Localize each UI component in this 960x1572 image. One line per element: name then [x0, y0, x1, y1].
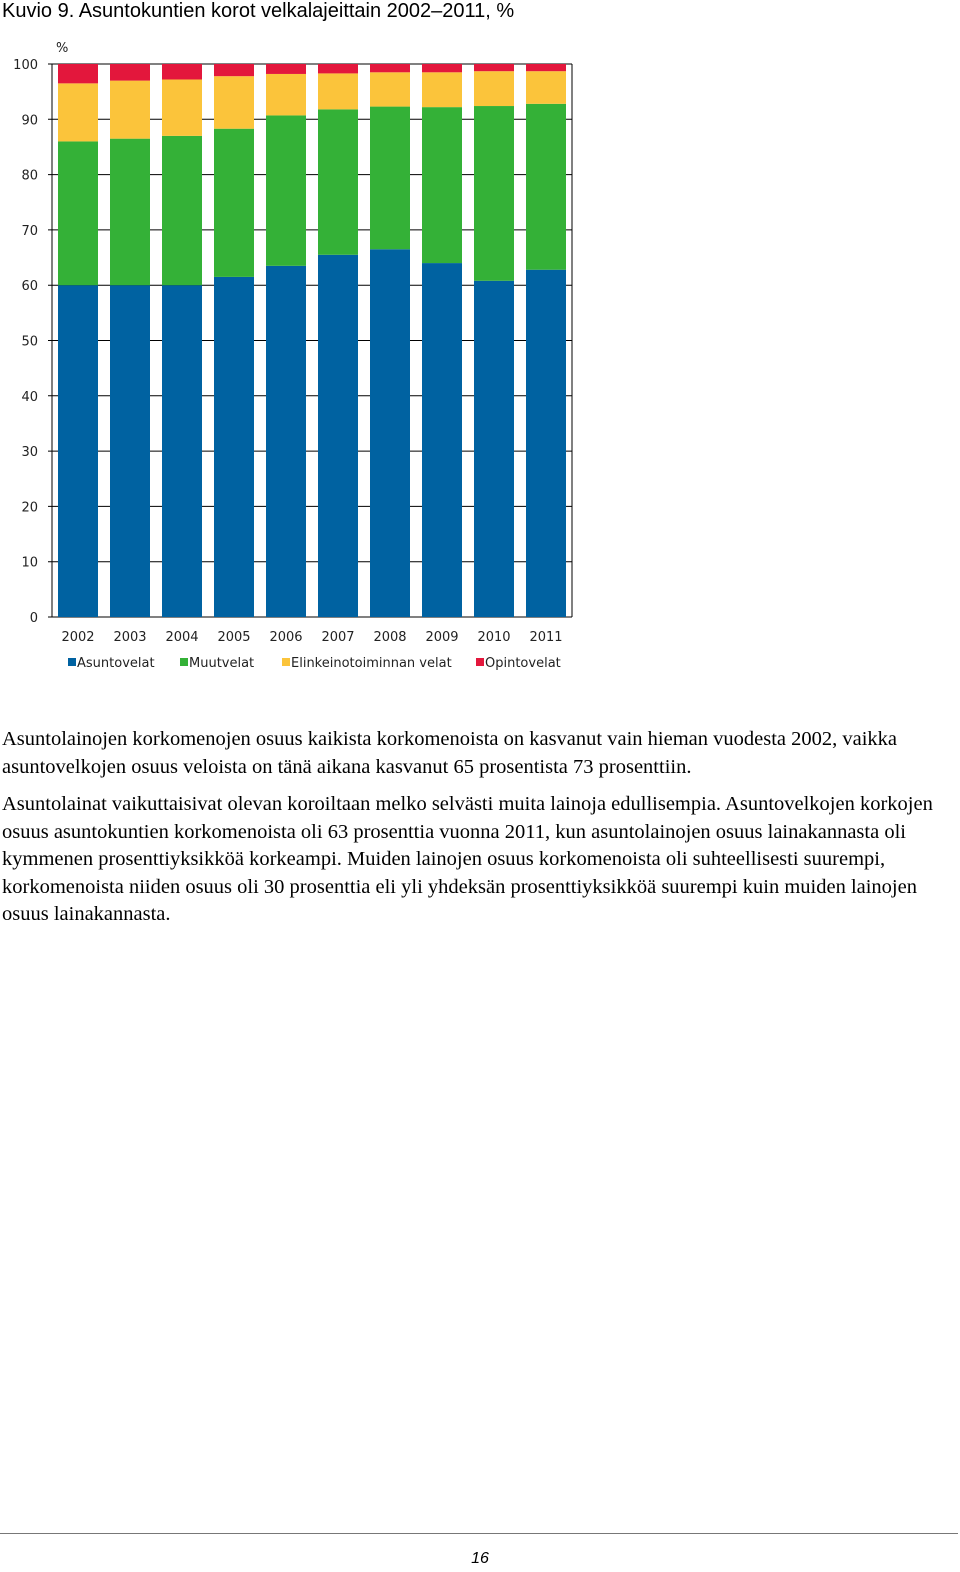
bar-elinkeinotoiminnan-velat-2010 [474, 71, 514, 106]
y-tick-label: 0 [29, 611, 38, 626]
bar-asuntovelat-2007 [318, 255, 358, 617]
y-axis-label: % [56, 41, 69, 56]
legend-swatch-opintovelat [476, 658, 484, 666]
bar-asuntovelat-2010 [474, 281, 514, 617]
body-paragraph-2: Asuntolainat vaikuttaisivat olevan koroiltaan melko selvästi muita lainoja edullisempia. Asuntovelkojen korkojen osuus asuntokuntien korkomenoista oli 63 prosenttia vuonna 2011, kun asuntolainojen osuus lainakannasta oli kymmenen prosenttiyksikköä korkeampi. Muiden lainojen osuus korkomenoista oli suhteellisesti suurempi, korkomenoista niiden osuus oli 30 prosenttia eli yli yhdeksän prosenttiyksikköä suurempi kuin muiden lainojen osuus lainakannasta. [2, 793, 933, 925]
bar-muutvelat-2009 [422, 107, 462, 263]
stacked-bar-chart [0, 36, 600, 686]
bar-opintovelat-2010 [474, 64, 514, 71]
bar-opintovelat-2006 [266, 64, 306, 74]
y-tick-label: 80 [21, 168, 38, 184]
legend-label-asuntovelat: Asuntovelat [77, 656, 155, 671]
bar-elinkeinotoiminnan-velat-2008 [370, 72, 410, 106]
bar-opintovelat-2005 [214, 64, 254, 76]
body-paragraph-1: Asuntolainojen korkomenojen osuus kaikista korkomenoista on kasvanut vain hieman vuodesta 2002, vaikka asuntovelkojen osuus veloista on tänä aikana kasvanut 65 prosentista 73 prosenttiin. [2, 728, 898, 778]
x-tick-label: 2010 [477, 630, 511, 645]
bar-opintovelat-2003 [110, 64, 150, 81]
legend-swatch-asuntovelat [68, 658, 76, 666]
y-tick-label: 70 [21, 223, 38, 239]
y-tick-label: 40 [21, 389, 38, 405]
x-tick-label: 2006 [269, 630, 303, 645]
y-tick-label: 20 [21, 500, 38, 516]
bar-opintovelat-2011 [526, 64, 566, 71]
bar-muutvelat-2004 [162, 136, 202, 285]
legend-label-opintovelat: Opintovelat [485, 656, 561, 671]
x-tick-label: 2007 [321, 630, 355, 645]
legend-swatch-muutvelat [180, 658, 188, 666]
bar-elinkeinotoiminnan-velat-2005 [214, 76, 254, 129]
bar-elinkeinotoiminnan-velat-2003 [110, 81, 150, 139]
bar-muutvelat-2005 [214, 129, 254, 277]
bar-muutvelat-2003 [110, 139, 150, 286]
x-tick-label: 2005 [217, 630, 251, 645]
bar-opintovelat-2002 [58, 64, 98, 83]
y-tick-label: 90 [21, 113, 38, 129]
bar-opintovelat-2009 [422, 64, 462, 72]
bar-elinkeinotoiminnan-velat-2011 [526, 71, 566, 104]
bar-opintovelat-2004 [162, 64, 202, 79]
y-tick-label: 50 [21, 334, 38, 350]
bar-muutvelat-2006 [266, 115, 306, 265]
bar-elinkeinotoiminnan-velat-2006 [266, 74, 306, 115]
bar-muutvelat-2002 [58, 141, 98, 285]
legend-swatch-elinkeinotoiminnan-velat [282, 658, 290, 666]
bar-muutvelat-2010 [474, 106, 514, 281]
bar-muutvelat-2007 [318, 109, 358, 254]
x-tick-label: 2011 [529, 630, 563, 645]
y-tick-label: 100 [13, 58, 38, 73]
bar-asuntovelat-2008 [370, 249, 410, 617]
x-tick-label: 2009 [425, 630, 459, 645]
footer-rule [0, 1533, 958, 1534]
bar-asuntovelat-2011 [526, 270, 566, 617]
bar-asuntovelat-2006 [266, 266, 306, 617]
legend-label-muutvelat: Muutvelat [189, 656, 255, 671]
x-tick-label: 2004 [165, 630, 199, 645]
figure-title: Kuvio 9. Asuntokuntien korot velkalajeittain 2002–2011, % [2, 0, 515, 22]
bar-muutvelat-2008 [370, 107, 410, 250]
bar-elinkeinotoiminnan-velat-2009 [422, 72, 462, 107]
page-number: 16 [471, 1550, 489, 1567]
bar-asuntovelat-2003 [110, 285, 150, 617]
x-tick-label: 2002 [61, 630, 95, 645]
bar-elinkeinotoiminnan-velat-2002 [58, 83, 98, 141]
bar-asuntovelat-2002 [58, 285, 98, 617]
bar-elinkeinotoiminnan-velat-2004 [162, 79, 202, 135]
legend-label-elinkeinotoiminnan-velat: Elinkeinotoiminnan velat [291, 656, 452, 671]
bar-opintovelat-2007 [318, 64, 358, 73]
bar-opintovelat-2008 [370, 64, 410, 72]
bar-asuntovelat-2005 [214, 277, 254, 617]
bar-muutvelat-2011 [526, 104, 566, 270]
y-tick-label: 60 [21, 279, 38, 295]
bar-asuntovelat-2004 [162, 285, 202, 617]
y-tick-label: 10 [21, 555, 38, 571]
x-tick-label: 2008 [373, 630, 407, 645]
bar-asuntovelat-2009 [422, 263, 462, 617]
y-tick-label: 30 [21, 445, 38, 461]
bar-elinkeinotoiminnan-velat-2007 [318, 73, 358, 109]
x-tick-label: 2003 [113, 630, 147, 645]
